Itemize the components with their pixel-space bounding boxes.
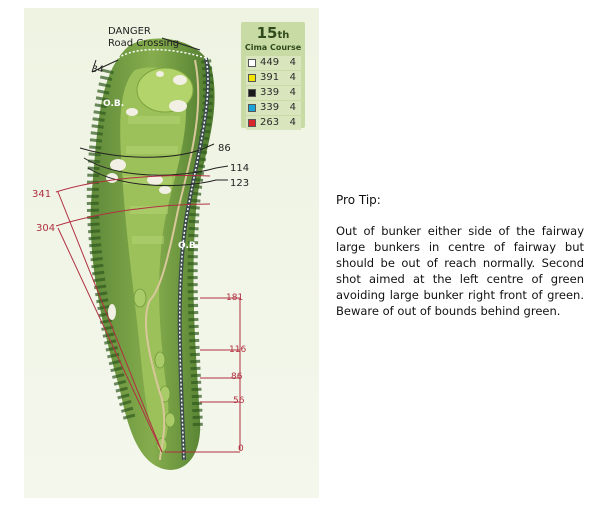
bunker (126, 108, 138, 116)
tee-row-red (246, 116, 301, 130)
bunker (108, 304, 116, 320)
course-name: Cima Course (244, 43, 302, 52)
tee-par: 4 (289, 72, 296, 83)
tee-box (165, 413, 175, 427)
tee-yards: 339 (260, 87, 280, 98)
tee-swatch (248, 89, 256, 97)
distance-56: 56 (233, 396, 245, 406)
distance-304: 304 (36, 223, 56, 234)
tee-row-blue (246, 101, 301, 115)
pro-tip-body: Out of bunker either side of the fairway large bunkers in centre of fairway but should be out of reach normally. Second shot aimed at the left centre of green avoiding large bunker right front of green. Beware of out of bounds behind green. (336, 224, 584, 318)
tee-yards: 391 (260, 72, 280, 83)
bunker (173, 75, 187, 85)
tee-swatch (248, 74, 256, 82)
distance-86-bottom: 86 (231, 372, 243, 382)
distance-116: 116 (229, 345, 247, 355)
tee-swatch (248, 104, 256, 112)
hole-number-suffix: th (277, 30, 290, 41)
bunker (169, 100, 187, 112)
hole-number-value: 15 (256, 24, 278, 42)
tee-swatch (248, 59, 256, 67)
bunker (159, 186, 171, 194)
tee-yards: 263 (260, 117, 280, 128)
hole-number (241, 25, 305, 44)
road-crossing-label: Road Crossing (108, 38, 180, 49)
ob-top-label: O.B. (103, 99, 125, 109)
distance-0: 0 (238, 444, 244, 454)
tee-swatch (248, 119, 256, 127)
scorecard (241, 22, 305, 128)
tee-par: 4 (289, 57, 296, 68)
distance-34: 34 (92, 65, 104, 75)
distance-181: 181 (226, 293, 244, 303)
tee-row-black (246, 86, 301, 100)
bunker (156, 71, 164, 77)
distance-123: 123 (230, 178, 250, 189)
tee-box (134, 289, 146, 307)
tee-par: 4 (289, 102, 296, 113)
pro-tip-title: Pro Tip: (336, 193, 381, 207)
distance-341: 341 (32, 189, 52, 200)
tee-row-yellow (246, 71, 301, 85)
tee-row-white (246, 56, 301, 70)
bunker (110, 159, 126, 171)
danger-label: DANGER (108, 26, 151, 37)
tee-yards: 339 (260, 102, 280, 113)
tee-par: 4 (289, 117, 296, 128)
ob-right-label: O.B. (178, 241, 200, 251)
tee-box (155, 352, 165, 368)
tee-par: 4 (289, 87, 296, 98)
distance-86-top: 86 (218, 143, 231, 154)
distance-114: 114 (230, 163, 250, 174)
tee-yards: 449 (260, 57, 280, 68)
